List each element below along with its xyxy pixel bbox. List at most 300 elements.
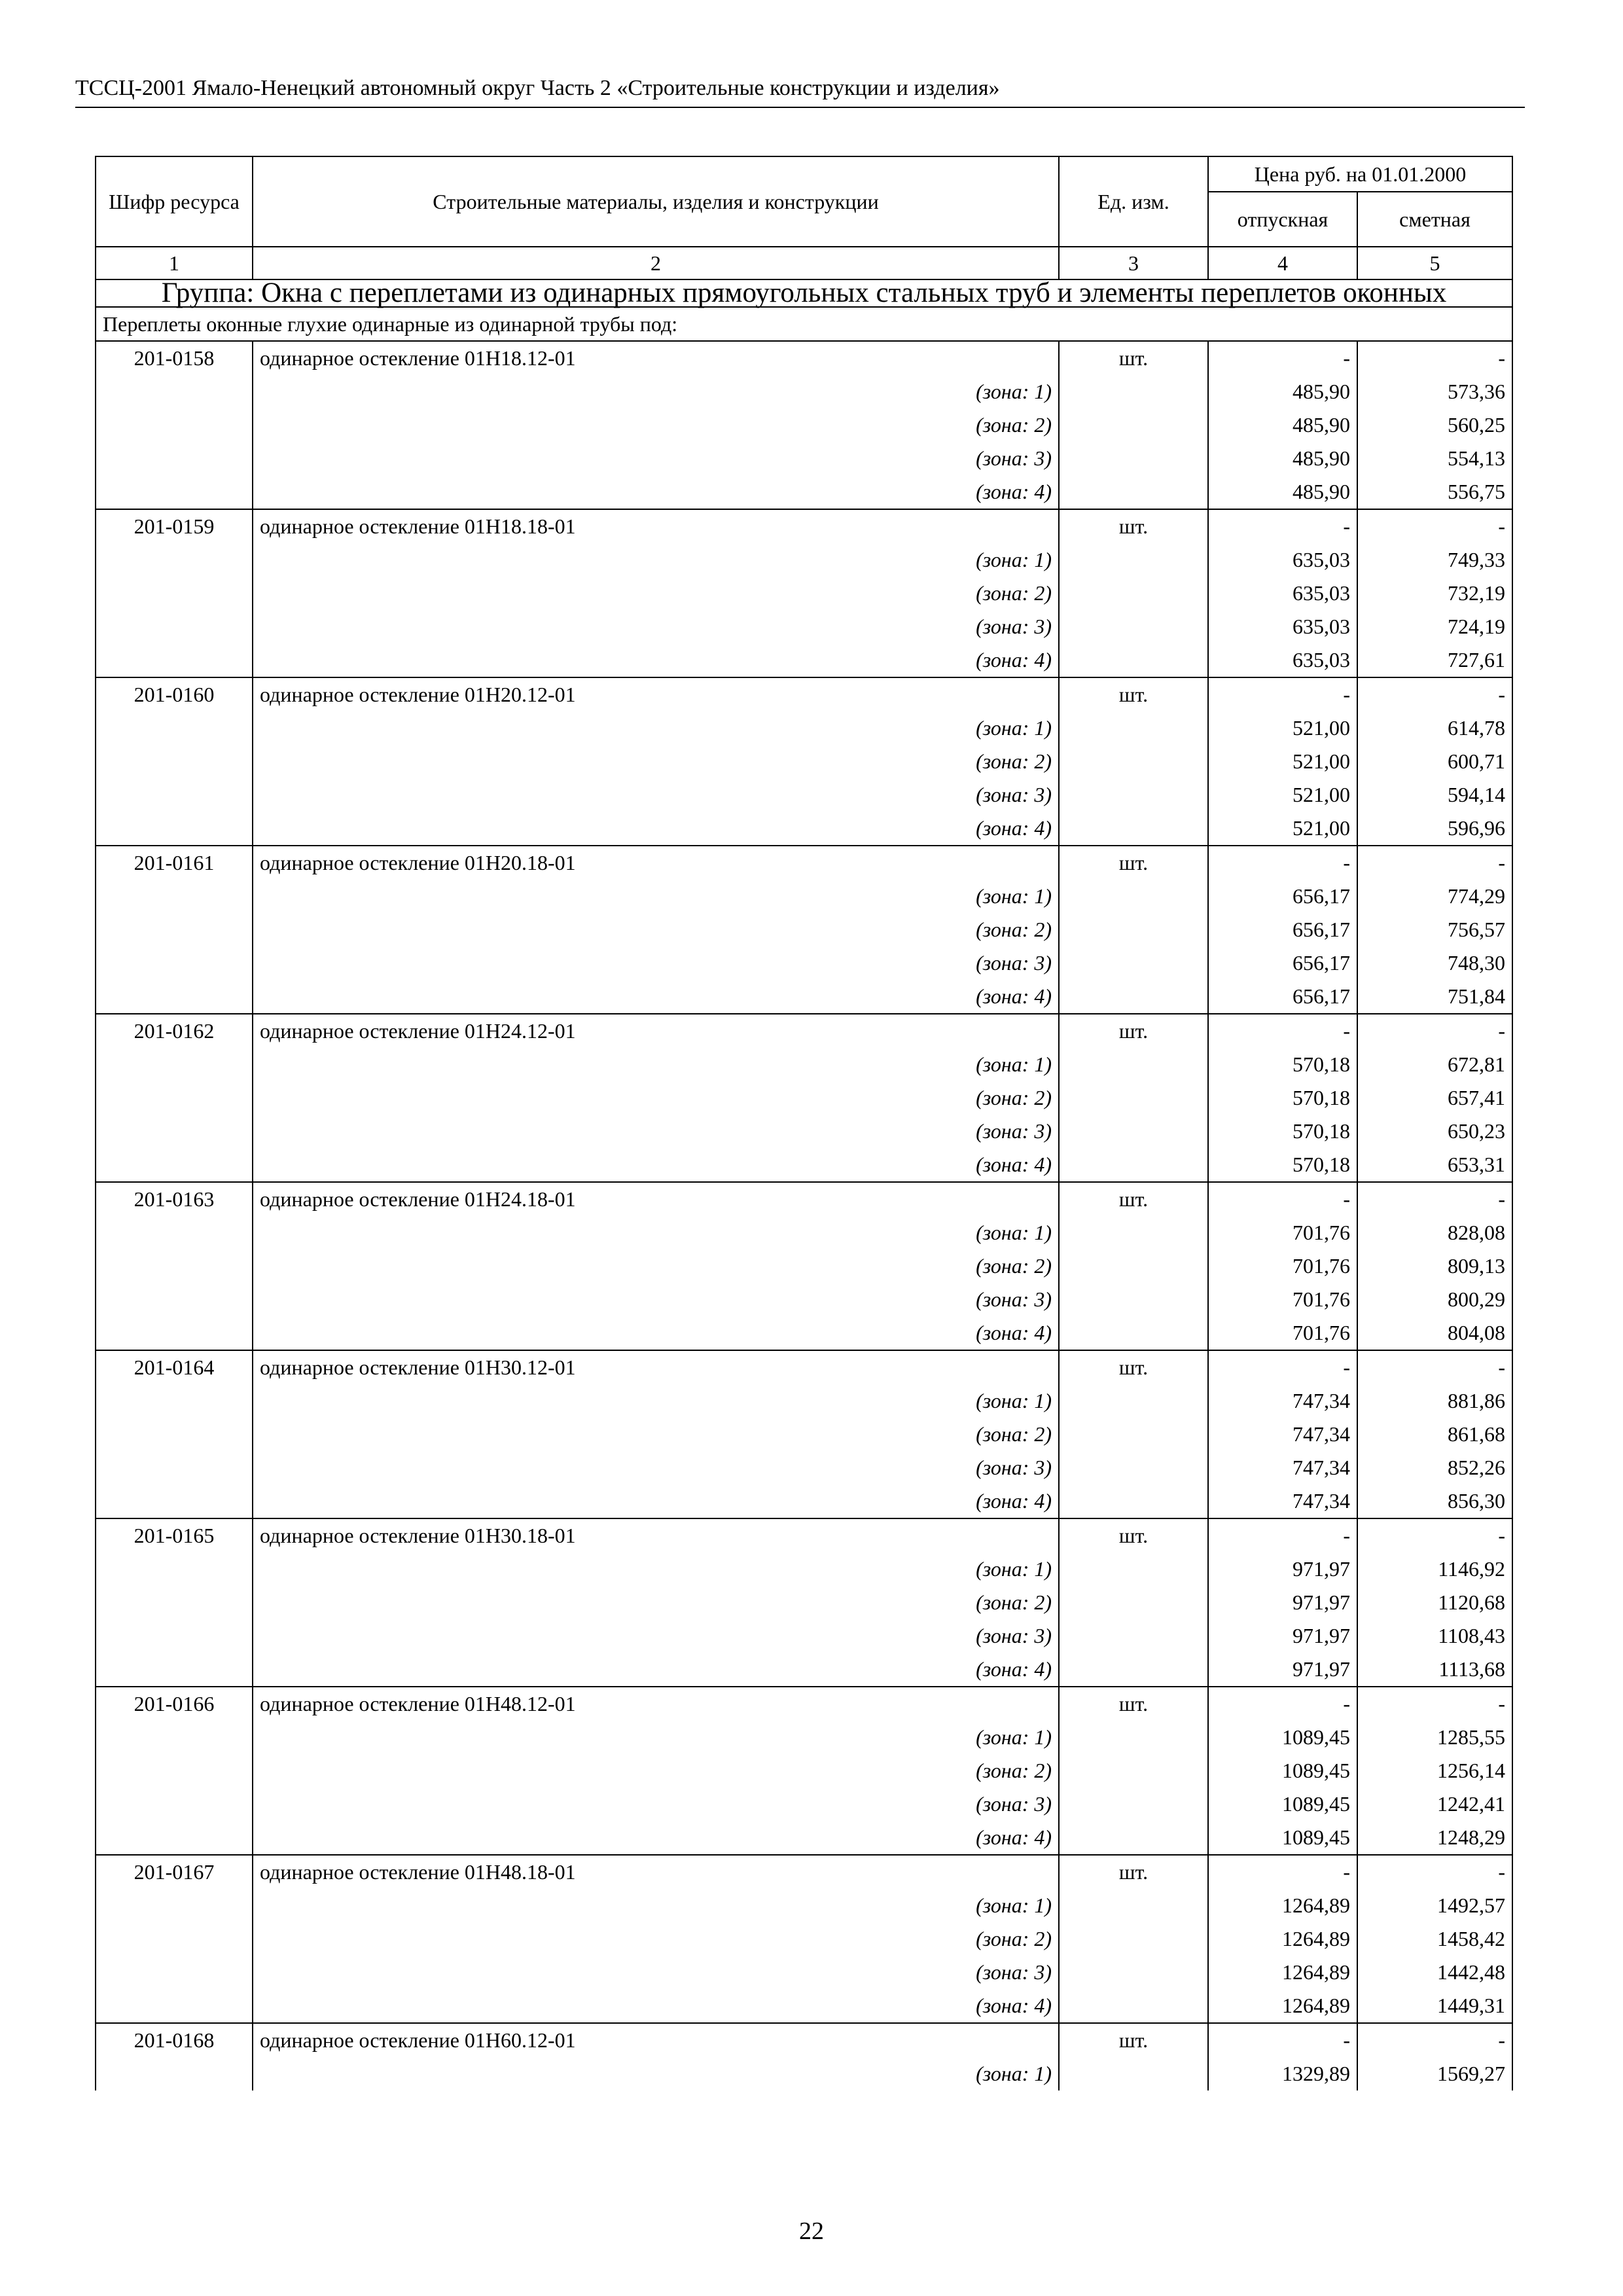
empty-cell [1059,475,1208,509]
zone-label: (зона: 4) [253,1989,1059,2023]
table-row [96,1687,1512,1721]
zone-label: (зона: 4) [253,1484,1059,1518]
header-code: Шифр ресурса [96,156,253,247]
empty-cell [1059,1451,1208,1484]
column-number: 4 [1208,247,1357,279]
unit-cell: шт. [1059,1182,1208,1216]
empty-cell [96,1216,253,1249]
column-number: 3 [1059,247,1208,279]
zone-row [96,1148,1512,1182]
price-estimate: 1449,31 [1357,1989,1512,2023]
empty-cell [1059,880,1208,913]
price-estimate: 727,61 [1357,643,1512,677]
empty-cell [1059,610,1208,643]
zone-row [96,1821,1512,1855]
empty-cell [96,1451,253,1484]
zone-label: (зона: 2) [253,1418,1059,1451]
price-estimate: 554,13 [1357,442,1512,475]
zone-row [96,1216,1512,1249]
price-release: 635,03 [1208,610,1357,643]
zone-label: (зона: 3) [253,1956,1059,1989]
unit-cell: шт. [1059,341,1208,375]
empty-cell [96,1721,253,1754]
empty-cell [96,1989,253,2023]
price-release: 635,03 [1208,643,1357,677]
price-estimate: 1492,57 [1357,1889,1512,1922]
price-release: 971,97 [1208,1619,1357,1653]
table-row [96,1518,1512,1552]
resource-code: 201-0163 [96,1182,253,1216]
price-estimate: 828,08 [1357,1216,1512,1249]
price-estimate: 1256,14 [1357,1754,1512,1787]
zone-label: (зона: 2) [253,1922,1059,1956]
empty-cell [96,543,253,577]
empty-cell [1059,1216,1208,1249]
price-estimate: 751,84 [1357,980,1512,1014]
resource-code: 201-0161 [96,846,253,880]
price-release: 521,00 [1208,812,1357,846]
empty-cell [1059,1653,1208,1687]
price-estimate: - [1357,1350,1512,1384]
price-release: 1089,45 [1208,1787,1357,1821]
column-number: 1 [96,247,253,279]
price-estimate: - [1357,1182,1512,1216]
zone-label: (зона: 1) [253,1048,1059,1081]
unit-cell: шт. [1059,509,1208,543]
empty-cell [96,711,253,745]
empty-cell [1059,375,1208,408]
empty-cell [1059,1316,1208,1350]
zone-row [96,1418,1512,1451]
price-estimate: 748,30 [1357,946,1512,980]
resource-code: 201-0165 [96,1518,253,1552]
price-release: - [1208,1014,1357,1048]
empty-cell [1059,442,1208,475]
zone-row [96,745,1512,778]
price-estimate: - [1357,2023,1512,2057]
zone-row [96,1384,1512,1418]
price-release: 1264,89 [1208,1889,1357,1922]
empty-cell [1059,2057,1208,2090]
zone-row [96,1956,1512,1989]
empty-cell [1059,1721,1208,1754]
zone-label: (зона: 1) [253,1552,1059,1586]
empty-cell [1059,778,1208,812]
zone-label: (зона: 2) [253,745,1059,778]
price-release: 1329,89 [1208,2057,1357,2090]
item-name: одинарное остекление 01Н20.18-01 [253,846,1059,880]
zone-label: (зона: 1) [253,2057,1059,2090]
subgroup-title: Переплеты оконные глухие одинарные из одинарной трубы под: [96,307,1512,341]
price-release: 635,03 [1208,543,1357,577]
zone-label: (зона: 4) [253,1821,1059,1855]
empty-cell [96,375,253,408]
price-release: - [1208,677,1357,711]
resource-code: 201-0162 [96,1014,253,1048]
zone-row [96,1048,1512,1081]
price-estimate: 1120,68 [1357,1586,1512,1619]
price-release: 570,18 [1208,1115,1357,1148]
unit-cell: шт. [1059,1518,1208,1552]
empty-cell [96,1787,253,1821]
price-release: 570,18 [1208,1148,1357,1182]
zone-label: (зона: 4) [253,980,1059,1014]
header-price-release: отпускная [1208,192,1357,247]
table-row [96,2023,1512,2057]
price-estimate: 1108,43 [1357,1619,1512,1653]
zone-row [96,1721,1512,1754]
empty-cell [1059,1989,1208,2023]
empty-cell [96,880,253,913]
price-estimate: 861,68 [1357,1418,1512,1451]
price-estimate: - [1357,1014,1512,1048]
price-release: 971,97 [1208,1552,1357,1586]
empty-cell [96,1552,253,1586]
zone-label: (зона: 2) [253,1586,1059,1619]
price-estimate: - [1357,341,1512,375]
zone-label: (зона: 4) [253,1148,1059,1182]
zone-row [96,1889,1512,1922]
empty-cell [96,475,253,509]
empty-cell [96,913,253,946]
zone-label: (зона: 1) [253,1721,1059,1754]
zone-label: (зона: 1) [253,880,1059,913]
zone-label: (зона: 2) [253,1081,1059,1115]
price-release: 1264,89 [1208,1989,1357,2023]
zone-label: (зона: 3) [253,1619,1059,1653]
zone-row [96,980,1512,1014]
empty-cell [96,1283,253,1316]
price-estimate: - [1357,1687,1512,1721]
price-release: 570,18 [1208,1048,1357,1081]
price-estimate: 724,19 [1357,610,1512,643]
zone-row [96,778,1512,812]
price-estimate: 560,25 [1357,408,1512,442]
page-number: 22 [799,2217,824,2245]
price-estimate: 1248,29 [1357,1821,1512,1855]
price-release: - [1208,509,1357,543]
zone-label: (зона: 2) [253,1249,1059,1283]
unit-cell: шт. [1059,1687,1208,1721]
price-release: 747,34 [1208,1484,1357,1518]
zone-row [96,442,1512,475]
item-name: одинарное остекление 01Н18.18-01 [253,509,1059,543]
empty-cell [1059,711,1208,745]
price-release: - [1208,1518,1357,1552]
zone-label: (зона: 3) [253,946,1059,980]
zone-label: (зона: 4) [253,643,1059,677]
price-estimate: 1285,55 [1357,1721,1512,1754]
zone-row [96,913,1512,946]
zone-row [96,1586,1512,1619]
empty-cell [96,1115,253,1148]
empty-cell [1059,1619,1208,1653]
zone-row [96,1115,1512,1148]
zone-row [96,1283,1512,1316]
price-estimate: 573,36 [1357,375,1512,408]
price-estimate: 809,13 [1357,1249,1512,1283]
price-release: 485,90 [1208,375,1357,408]
price-estimate: - [1357,846,1512,880]
price-release: 747,34 [1208,1451,1357,1484]
table-row [96,509,1512,543]
price-release: 747,34 [1208,1418,1357,1451]
zone-row [96,2057,1512,2090]
empty-cell [1059,1384,1208,1418]
price-release: 701,76 [1208,1216,1357,1249]
empty-cell [1059,1889,1208,1922]
zone-label: (зона: 2) [253,408,1059,442]
empty-cell [1059,1586,1208,1619]
zone-row [96,1619,1512,1653]
zone-row [96,1249,1512,1283]
price-release: 635,03 [1208,577,1357,610]
empty-cell [1059,1048,1208,1081]
empty-cell [1059,1922,1208,1956]
resource-code: 201-0160 [96,677,253,711]
zone-row [96,375,1512,408]
price-estimate: - [1357,1518,1512,1552]
table-row [96,1350,1512,1384]
price-release: 701,76 [1208,1316,1357,1350]
zone-label: (зона: 4) [253,1653,1059,1687]
group-title: Группа: Окна с переплетами из одинарных прямоугольных стальных труб и элементы переплетов оконных [96,279,1512,307]
empty-cell [96,577,253,610]
empty-cell [1059,1283,1208,1316]
price-release: 971,97 [1208,1586,1357,1619]
zone-row [96,1081,1512,1115]
zone-label: (зона: 4) [253,812,1059,846]
price-estimate: 614,78 [1357,711,1512,745]
zone-row [96,812,1512,846]
item-name: одинарное остекление 01Н24.18-01 [253,1182,1059,1216]
price-estimate: 1146,92 [1357,1552,1512,1586]
price-release: - [1208,1855,1357,1889]
price-estimate: 594,14 [1357,778,1512,812]
zone-row [96,1754,1512,1787]
zone-label: (зона: 2) [253,577,1059,610]
table-row [96,341,1512,375]
unit-cell: шт. [1059,2023,1208,2057]
price-release: 485,90 [1208,408,1357,442]
zone-label: (зона: 1) [253,1889,1059,1922]
table-row [96,1014,1512,1048]
empty-cell [1059,980,1208,1014]
empty-cell [96,1922,253,1956]
price-estimate: 852,26 [1357,1451,1512,1484]
empty-cell [1059,812,1208,846]
empty-cell [96,1653,253,1687]
empty-cell [96,778,253,812]
zone-row [96,711,1512,745]
item-name: одинарное остекление 01Н18.12-01 [253,341,1059,375]
price-release: - [1208,1687,1357,1721]
page-header: ТССЦ-2001 Ямало-Ненецкий автономный округ Часть 2 «Строительные конструкции и изделия» [75,74,1525,108]
price-release: - [1208,846,1357,880]
empty-cell [1059,1821,1208,1855]
zone-row [96,1787,1512,1821]
empty-cell [1059,1956,1208,1989]
empty-cell [1059,1552,1208,1586]
empty-cell [96,980,253,1014]
empty-cell [96,1148,253,1182]
zone-row [96,643,1512,677]
empty-cell [96,1889,253,1922]
table-row [96,846,1512,880]
empty-cell [96,1484,253,1518]
price-release: - [1208,341,1357,375]
price-table [95,156,1513,2090]
price-release: 485,90 [1208,475,1357,509]
resource-code: 201-0158 [96,341,253,375]
zone-label: (зона: 2) [253,913,1059,946]
empty-cell [96,745,253,778]
table-row [96,1855,1512,1889]
unit-cell: шт. [1059,1014,1208,1048]
empty-cell [96,1081,253,1115]
price-release: 656,17 [1208,880,1357,913]
empty-cell [96,610,253,643]
price-estimate: 774,29 [1357,880,1512,913]
zone-row [96,1653,1512,1687]
price-release: 521,00 [1208,711,1357,745]
empty-cell [96,1316,253,1350]
empty-cell [1059,946,1208,980]
empty-cell [1059,577,1208,610]
zone-row [96,543,1512,577]
unit-cell: шт. [1059,677,1208,711]
price-release: 971,97 [1208,1653,1357,1687]
item-name: одинарное остекление 01Н30.12-01 [253,1350,1059,1384]
empty-cell [1059,1484,1208,1518]
price-estimate: 1113,68 [1357,1653,1512,1687]
price-estimate: 749,33 [1357,543,1512,577]
empty-cell [1059,408,1208,442]
price-estimate: 672,81 [1357,1048,1512,1081]
price-estimate: 1458,42 [1357,1922,1512,1956]
table-row [96,1182,1512,1216]
empty-cell [96,2057,253,2090]
price-estimate: 856,30 [1357,1484,1512,1518]
empty-cell [96,408,253,442]
price-release: - [1208,1350,1357,1384]
unit-cell: шт. [1059,1350,1208,1384]
zone-label: (зона: 1) [253,711,1059,745]
empty-cell [96,1821,253,1855]
resource-code: 201-0167 [96,1855,253,1889]
empty-cell [96,1249,253,1283]
price-release: 701,76 [1208,1283,1357,1316]
item-name: одинарное остекление 01Н60.12-01 [253,2023,1059,2057]
price-release: 1089,45 [1208,1754,1357,1787]
zone-row [96,1484,1512,1518]
zone-label: (зона: 3) [253,442,1059,475]
price-estimate: - [1357,509,1512,543]
price-release: 656,17 [1208,946,1357,980]
price-release: 1264,89 [1208,1922,1357,1956]
price-estimate: 556,75 [1357,475,1512,509]
price-estimate: 756,57 [1357,913,1512,946]
price-estimate: 657,41 [1357,1081,1512,1115]
price-estimate: 653,31 [1357,1148,1512,1182]
zone-label: (зона: 3) [253,1451,1059,1484]
empty-cell [96,1956,253,1989]
table-row [96,677,1512,711]
zone-label: (зона: 4) [253,1316,1059,1350]
zone-row [96,880,1512,913]
empty-cell [96,812,253,846]
price-estimate: 650,23 [1357,1115,1512,1148]
empty-cell [1059,1418,1208,1451]
empty-cell [96,442,253,475]
price-estimate: 600,71 [1357,745,1512,778]
zone-label: (зона: 3) [253,1283,1059,1316]
zone-row [96,475,1512,509]
empty-cell [1059,1115,1208,1148]
price-estimate: - [1357,677,1512,711]
zone-label: (зона: 3) [253,1115,1059,1148]
zone-label: (зона: 1) [253,375,1059,408]
zone-row [96,408,1512,442]
empty-cell [96,1418,253,1451]
empty-cell [1059,1081,1208,1115]
price-release: 485,90 [1208,442,1357,475]
unit-cell: шт. [1059,1855,1208,1889]
zone-label: (зона: 3) [253,778,1059,812]
empty-cell [96,1384,253,1418]
zone-label: (зона: 3) [253,610,1059,643]
price-release: - [1208,2023,1357,2057]
price-estimate: 1569,27 [1357,2057,1512,2090]
price-release: 521,00 [1208,745,1357,778]
resource-code: 201-0159 [96,509,253,543]
empty-cell [1059,1754,1208,1787]
price-estimate: 804,08 [1357,1316,1512,1350]
price-release: - [1208,1182,1357,1216]
zone-label: (зона: 1) [253,1216,1059,1249]
price-release: 521,00 [1208,778,1357,812]
empty-cell [96,1048,253,1081]
empty-cell [1059,745,1208,778]
resource-code: 201-0164 [96,1350,253,1384]
price-estimate: 1442,48 [1357,1956,1512,1989]
empty-cell [1059,1148,1208,1182]
price-release: 1089,45 [1208,1721,1357,1754]
zone-label: (зона: 3) [253,1787,1059,1821]
zone-label: (зона: 4) [253,475,1059,509]
item-name: одинарное остекление 01Н20.12-01 [253,677,1059,711]
price-estimate: 800,29 [1357,1283,1512,1316]
unit-cell: шт. [1059,846,1208,880]
item-name: одинарное остекление 01Н48.12-01 [253,1687,1059,1721]
header-price-group: Цена руб. на 01.01.2000 [1208,156,1512,192]
empty-cell [96,1754,253,1787]
price-estimate: 732,19 [1357,577,1512,610]
zone-row [96,1989,1512,2023]
empty-cell [1059,543,1208,577]
zone-label: (зона: 1) [253,543,1059,577]
resource-code: 201-0166 [96,1687,253,1721]
zone-row [96,946,1512,980]
column-number: 5 [1357,247,1512,279]
price-release: 747,34 [1208,1384,1357,1418]
resource-code: 201-0168 [96,2023,253,2057]
zone-label: (зона: 2) [253,1754,1059,1787]
item-name: одинарное остекление 01Н30.18-01 [253,1518,1059,1552]
price-estimate: 881,86 [1357,1384,1512,1418]
empty-cell [96,946,253,980]
price-release: 656,17 [1208,913,1357,946]
